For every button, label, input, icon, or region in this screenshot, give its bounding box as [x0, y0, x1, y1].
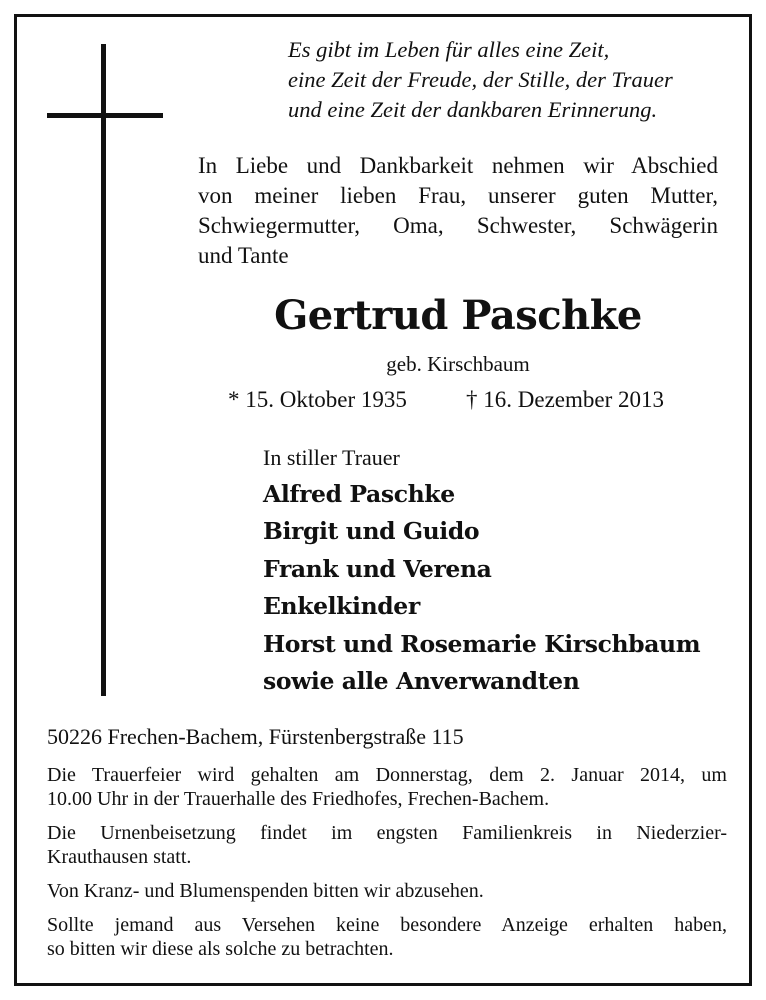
note-line: Krauthausen statt. — [47, 846, 192, 868]
mourner-name: Alfred Paschke — [263, 480, 455, 508]
note-line: Von Kranz- und Blumenspenden bitten wir abzusehen. — [47, 880, 484, 902]
note-line: Sollte jemand aus Versehen keine besondere Anzeige erhalten haben, — [47, 914, 727, 936]
memorial-quote — [288, 35, 728, 125]
cross-horizontal-bar — [47, 113, 163, 118]
death-date: † 16. Dezember 2013 — [466, 387, 664, 412]
mourner-name: Enkelkinder — [263, 592, 420, 621]
mourning-heading: In stiller Trauer — [263, 445, 400, 470]
funeral-notice — [47, 763, 727, 811]
missed-notice — [47, 913, 727, 961]
ceremony-notes — [47, 763, 727, 971]
quote-line: eine Zeit der Freude, der Stille, der Trauer — [288, 67, 673, 92]
flowers-notice — [47, 879, 727, 903]
deceased-name: Gertrud Paschke — [274, 292, 642, 339]
mourner-name: Birgit und Guido — [263, 517, 480, 546]
farewell-line: Schwiegermutter, Oma, Schwester, Schwägerin — [198, 213, 718, 238]
birth-name: geb. Kirschbaum — [386, 352, 530, 376]
family-address: 50226 Frechen-Bachem, Fürstenbergstraße 115 — [47, 724, 464, 749]
note-line: Die Trauerfeier wird gehalten am Donnerstag, dem 2. Januar 2014, um — [47, 764, 727, 786]
urn-notice — [47, 821, 727, 869]
mourner-name: Horst und Rosemarie Kirschbaum — [263, 629, 701, 658]
life-dates — [228, 385, 698, 415]
farewell-line: von meiner lieben Frau, unserer guten Mutter, — [198, 183, 718, 208]
birth-date: * 15. Oktober 1935 — [228, 387, 407, 412]
note-line: 10.00 Uhr in der Trauerhalle des Friedhofes, Frechen-Bachem. — [47, 788, 550, 810]
quote-line: Es gibt im Leben für alles eine Zeit, — [288, 37, 610, 62]
note-line: so bitten wir diese als solche zu betrachten. — [47, 938, 394, 960]
note-line: Die Urnenbeisetzung findet im engsten Familienkreis in Niederzier- — [47, 822, 727, 844]
mourner-name: Frank und Verena — [263, 554, 492, 583]
mourners-list — [263, 476, 733, 700]
farewell-line: In Liebe und Dankbarkeit nehmen wir Abschied — [198, 153, 718, 178]
farewell-line: und Tante — [198, 243, 289, 268]
farewell-text — [198, 151, 718, 271]
mourner-name: sowie alle Anverwandten — [263, 667, 580, 696]
cross-vertical-bar — [101, 44, 106, 696]
quote-line: und eine Zeit der dankbaren Erinnerung. — [288, 97, 658, 122]
